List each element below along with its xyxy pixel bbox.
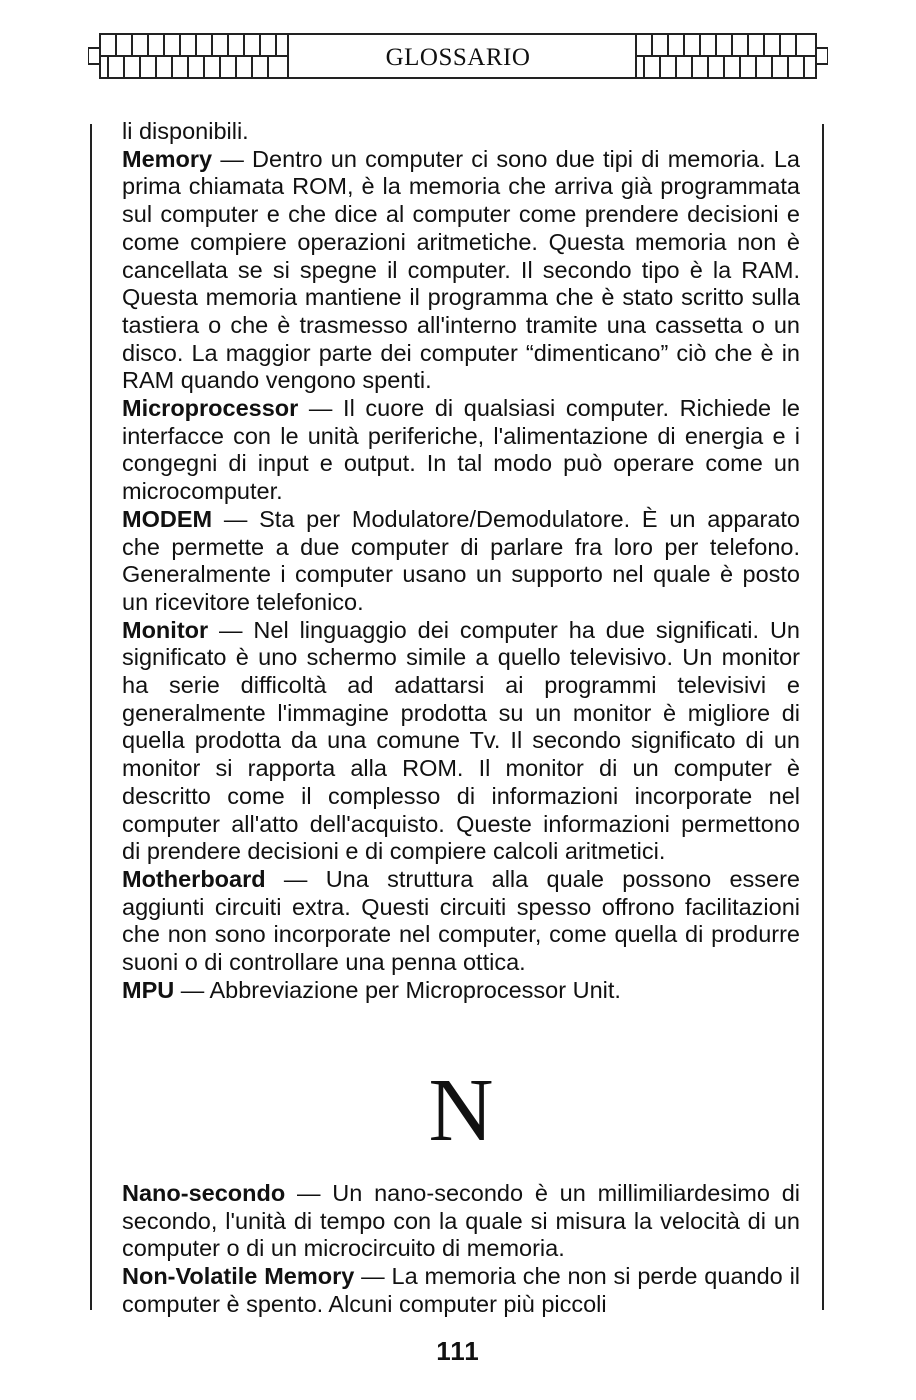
glossary-entry (122, 1180, 800, 1263)
entry-definition: — La memoria che non si perde quando il computer è spento. Alcuni computer più piccoli (122, 1263, 801, 1317)
entry-definition: — Sta per Modulatore/Demodulatore. È un apparato che permette a due computer di parlare fra loro per telefono. Generalmente i computer usano un supporto nel quale è posto un ricevitore telefonico. (122, 505, 800, 615)
entry-term: Non-Volatile Memory (122, 1263, 355, 1290)
entry-definition: — Nel linguaggio dei computer ha due significati. Un significato è uno schermo simile a quello televisivo. Un monitor ha serie difficoltà ad adattarsi ai programmi televisivi e generalmente l'immagine prodotta su un monitor è migliore di quella prodotta da una comune Tv. Il secondo significato di un monitor si rapporta alla ROM. Il monitor di un computer è descritto come il complesso di informazioni incorporate nel computer all'atto dell'acquisto. Queste informazioni permettono di prendere decisioni e di compiere calcoli aritmetici. (122, 616, 800, 865)
entry-term: MODEM (122, 505, 213, 532)
section-title: GLOSSARIO (385, 44, 531, 71)
entry-term: Microprocessor (122, 395, 299, 422)
continued-text: li disponibili. (122, 118, 249, 144)
glossary-entry (122, 506, 800, 617)
glossary-entry (122, 1263, 800, 1318)
entry-definition: — Abbreviazione per Microprocessor Unit. (174, 976, 621, 1003)
entry-definition: — Il cuore di qualsiasi computer. Richiede le interfacce con le unità periferiche, l'alimentazione di energia e i congegni di input e output. In tal modo può operare come un microcomputer. (122, 395, 800, 505)
entry-term: Monitor (122, 616, 209, 643)
section-letter-block (122, 1061, 800, 1160)
glossary-entry (122, 146, 800, 395)
right-margin-rule (822, 124, 824, 1310)
entry-term: Motherboard (122, 865, 266, 892)
glossary-entry (122, 617, 800, 866)
left-margin-rule (90, 124, 92, 1310)
entry-definition: — Una struttura alla quale possono essere aggiunti circuiti extra. Questi circuiti spesso offrono facilitazioni che non sono incorporate nel computer, come quella di produrre suoni o di controllare una penna ottica. (122, 865, 800, 976)
glossary-column-n (122, 1180, 800, 1319)
glossary-column-m (122, 118, 800, 1005)
glossary-entry (122, 866, 800, 977)
section-letter: N (428, 1061, 494, 1160)
page-header (88, 30, 828, 82)
page-number: 111 (436, 1336, 480, 1366)
entry-definition: — Dentro un computer ci sono due tipi di memoria. La prima chiamata ROM, è la memoria che arriva già programmata sul computer e che dice al computer come prendere decisioni e come compiere operazioni aritmetiche. Questa memoria non è cancellata se si spegne il computer. Il secondo tipo è la RAM. Questa memoria mantiene il programma che è stato scritto sulla tastiera o che è trasmesso all'interno tramite una cassetta o un disco. La maggior parte dei computer “dimenticano” ciò che è in RAM quando vengono spenti. (122, 145, 800, 394)
entry-term: Memory (122, 145, 213, 172)
glossary-entry (122, 395, 800, 506)
entry-term: Nano-secondo (122, 1180, 286, 1206)
entry-term: MPU (122, 976, 175, 1003)
entry-definition: — Un nano-secondo è un millimiliardesimo di secondo, l'unità di tempo con la quale si misura la velocità di un computer o di un microcircuito di memoria. (122, 1180, 800, 1262)
glossary-entry (122, 977, 800, 1005)
